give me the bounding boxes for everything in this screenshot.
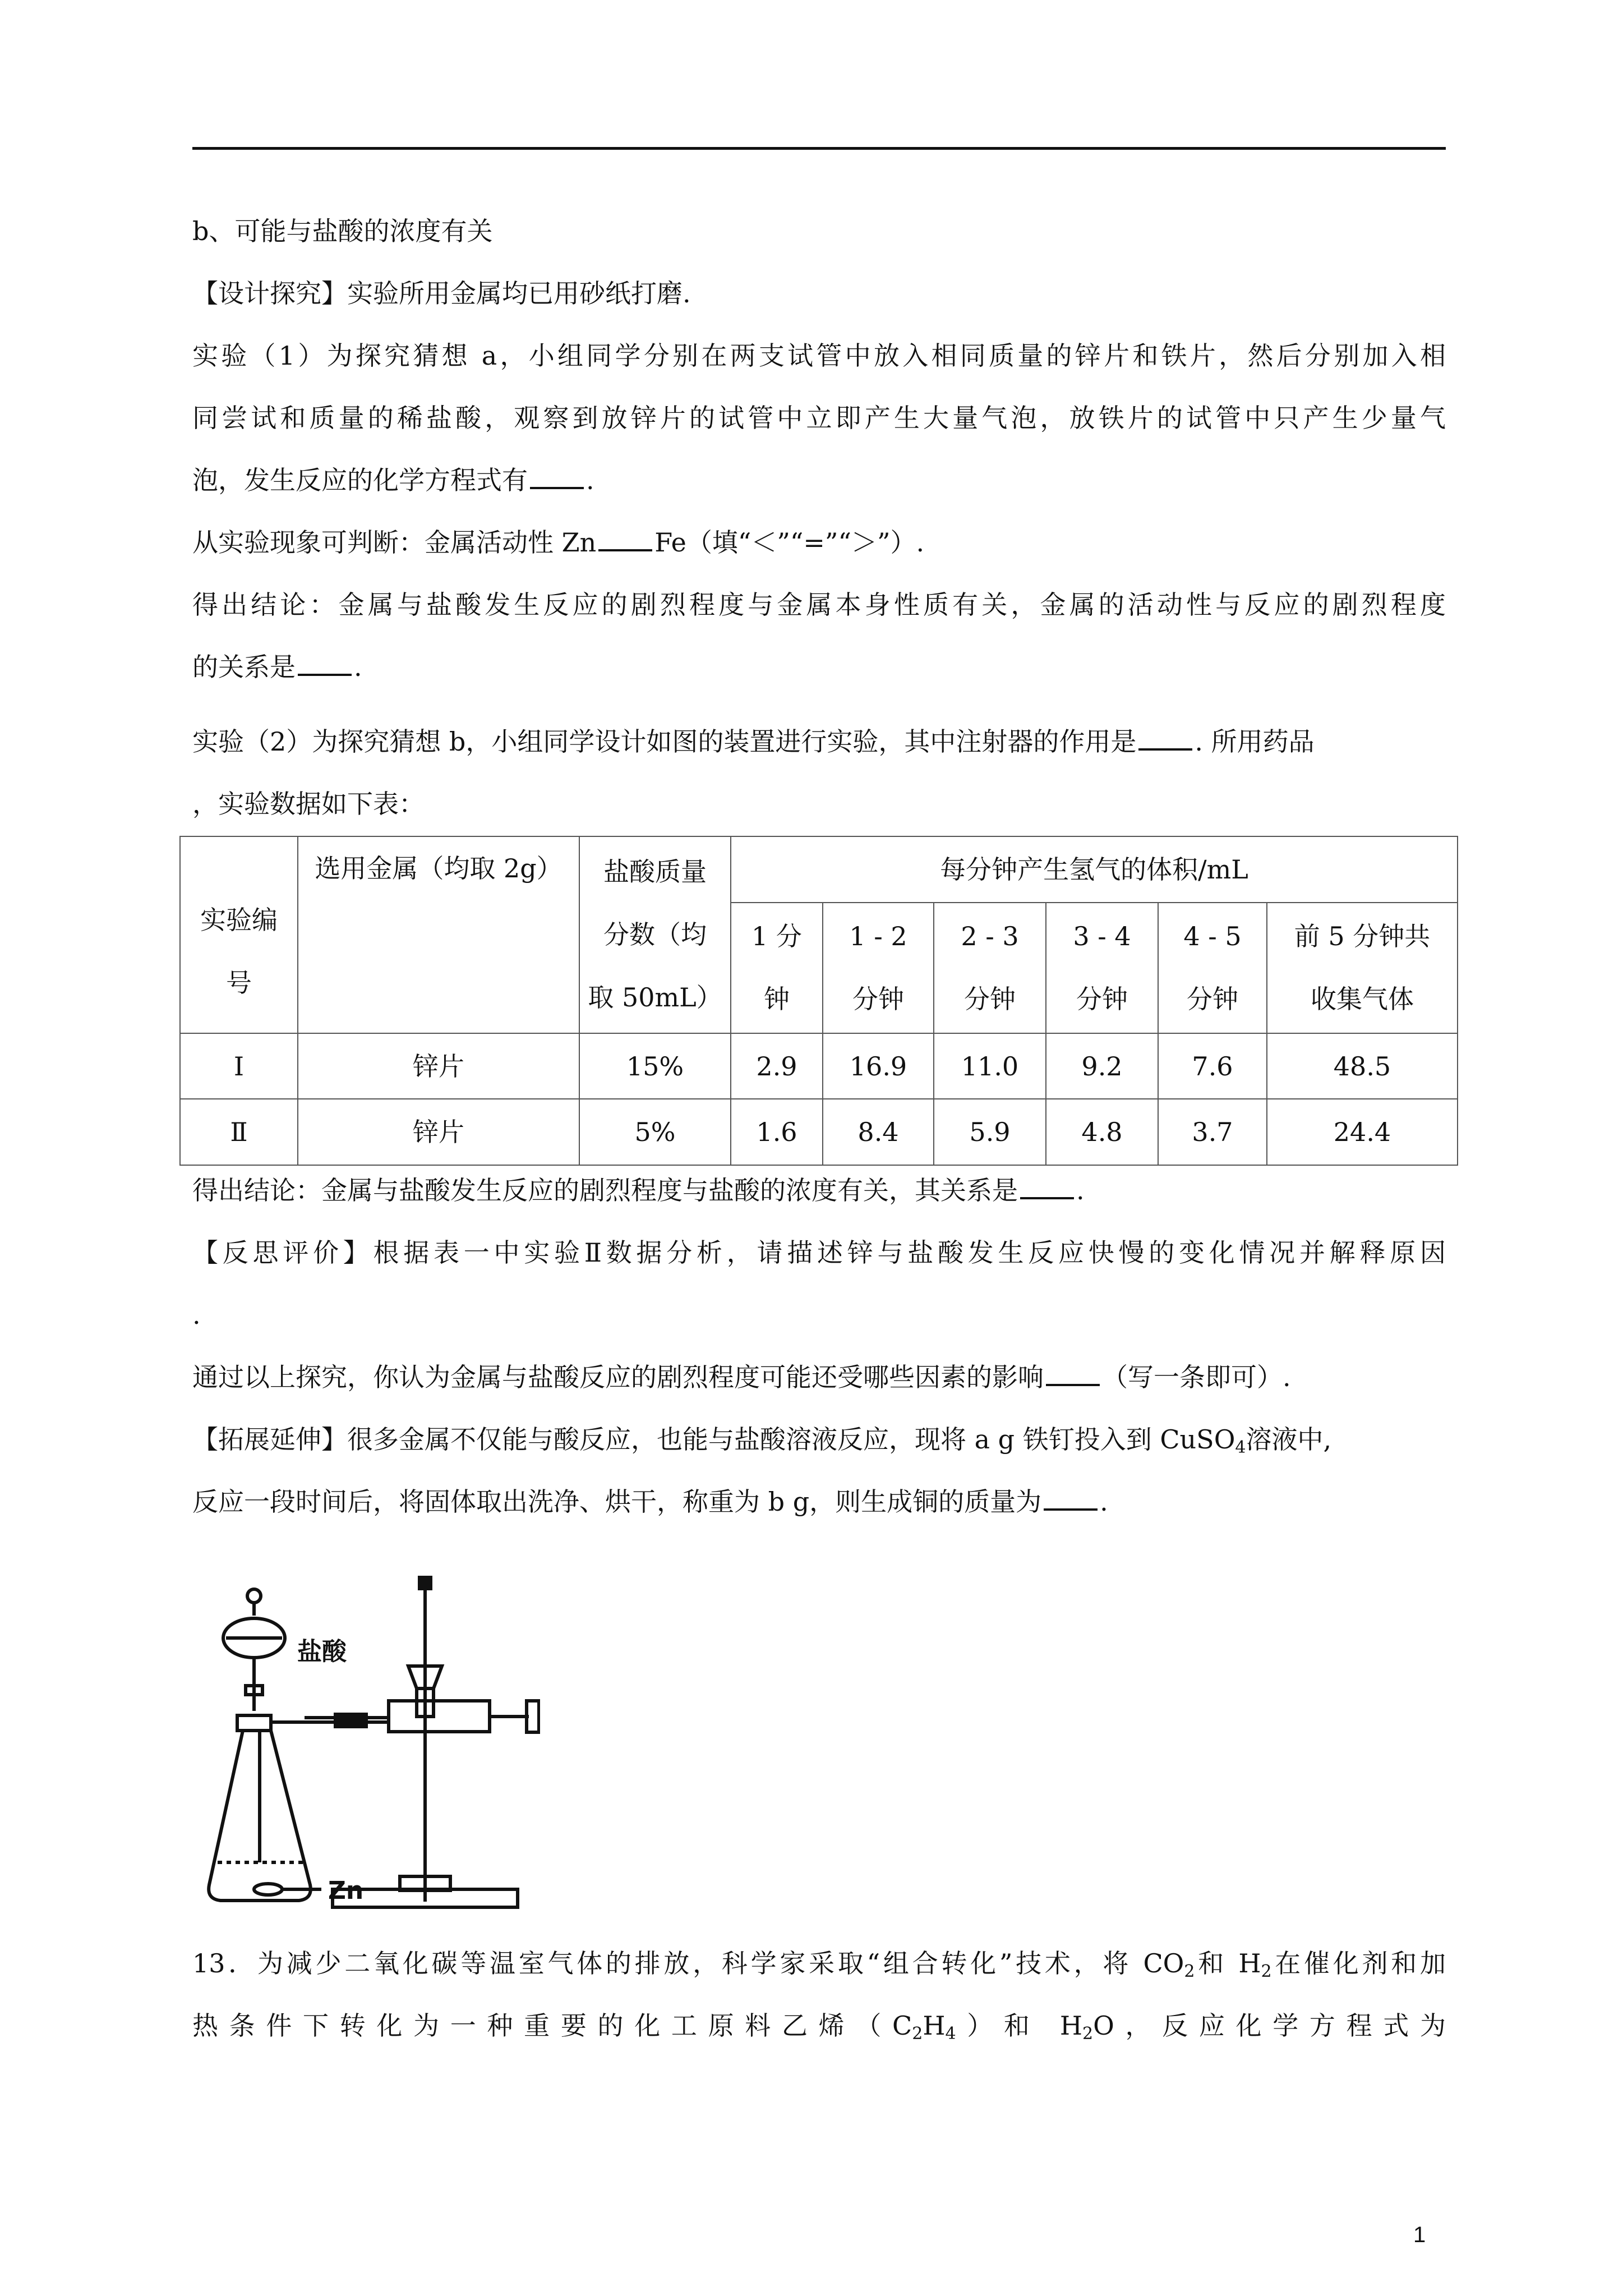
text-line: 得出结论：金属与盐酸发生反应的剧烈程度与金属本身性质有关，金属的活动性与反应的剧烈程度 bbox=[192, 590, 1446, 620]
table-row bbox=[180, 1033, 1458, 1099]
page-number: 1 bbox=[1413, 2223, 1426, 2247]
text-line: 得出结论：金属与盐酸发生反应的剧烈程度与盐酸的浓度有关，其关系是 . bbox=[192, 1175, 1085, 1205]
minute-header: 2 - 3 分钟 bbox=[934, 903, 1046, 1033]
text-line: 【设计探究】实验所用金属均已用砂纸打磨. bbox=[192, 278, 691, 309]
table-cell: 5% bbox=[579, 1099, 731, 1165]
header-cell: 实验编 号 bbox=[180, 836, 298, 1033]
minute-header: 1 - 2 分钟 bbox=[823, 903, 934, 1033]
answer-blank[interactable] bbox=[298, 651, 352, 676]
header-cell: 盐酸质量 分数（均 取 50mL） bbox=[579, 836, 731, 1033]
table-cell: 1.6 bbox=[731, 1099, 823, 1165]
text-line: 热条件下转化为一种重要的化工原料乙烯$(C_2H_4)$和 $H_2O$，反应化学方程式为 bbox=[192, 2010, 1446, 2044]
header-cell: 每分钟产生氢气的体积/mL bbox=[731, 836, 1458, 903]
answer-blank[interactable] bbox=[1138, 726, 1192, 751]
text-line: 【拓展延伸】很多金属不仅能与酸反应，也能与盐酸溶液反应，现将 a g 铁钉投入到 CuSO$_4$溶液中, bbox=[192, 1424, 1332, 1457]
label-acid: 盐酸 bbox=[297, 1637, 347, 1666]
text-line: 实验（2）为探究猜想 b，小组同学设计如图的装置进行实验，其中注射器的作用是 . 所用药品 bbox=[192, 726, 1315, 757]
text-line: 【反思评价】根据表一中实验Ⅱ数据分析，请描述锌与盐酸发生反应快慢的变化情况并解释原因 bbox=[192, 1237, 1446, 1268]
header-cell: 选用金属（均取 2g） bbox=[298, 836, 579, 1033]
table-cell: Ⅱ bbox=[180, 1099, 298, 1165]
answer-blank[interactable] bbox=[1020, 1175, 1074, 1199]
table-cell: 48.5 bbox=[1267, 1033, 1458, 1099]
text-line: ，实验数据如下表： bbox=[192, 789, 425, 819]
text-line: 通过以上探究，你认为金属与盐酸反应的剧烈程度可能还受哪些因素的影响 （写一条即可）. bbox=[192, 1362, 1291, 1392]
experiment-table bbox=[179, 836, 1458, 1166]
table-cell: 16.9 bbox=[823, 1033, 934, 1099]
table-cell: 9.2 bbox=[1046, 1033, 1158, 1099]
table-cell: 4.8 bbox=[1046, 1099, 1158, 1165]
minute-header: 4 - 5 分钟 bbox=[1158, 903, 1267, 1033]
table-cell: 2.9 bbox=[731, 1033, 823, 1099]
text-line: 的关系是 . bbox=[192, 652, 362, 682]
table-cell: 24.4 bbox=[1267, 1099, 1458, 1165]
table-cell: 5.9 bbox=[934, 1099, 1046, 1165]
table-cell: 15% bbox=[579, 1033, 731, 1099]
text-line: 同尝试和质量的稀盐酸，观察到放锌片的试管中立即产生大量气泡，放铁片的试管中只产生少量气 bbox=[192, 403, 1446, 433]
text-line: . bbox=[192, 1300, 201, 1330]
minute-header: 前 5 分钟共 收集气体 bbox=[1267, 903, 1458, 1033]
header-rule bbox=[192, 147, 1446, 150]
text-line: b、可能与盐酸的浓度有关 bbox=[192, 216, 493, 246]
text-line: 泡，发生反应的化学方程式有 . bbox=[192, 465, 594, 495]
label-zn: Zn bbox=[328, 1876, 364, 1905]
table-cell: Ⅰ bbox=[180, 1033, 298, 1099]
table-cell: 8.4 bbox=[823, 1099, 934, 1165]
answer-blank[interactable] bbox=[598, 527, 652, 551]
table-cell: 3.7 bbox=[1158, 1099, 1267, 1165]
answer-blank[interactable] bbox=[1046, 1361, 1100, 1386]
text-line: 从实验现象可判断：金属活动性 Zn Fe（填“＜”“=”“＞”）. bbox=[192, 527, 925, 558]
answer-blank[interactable] bbox=[530, 464, 584, 489]
minute-header: 3 - 4 分钟 bbox=[1046, 903, 1158, 1033]
table-cell: 锌片 bbox=[298, 1099, 579, 1165]
table-cell: 11.0 bbox=[934, 1033, 1046, 1099]
table-row bbox=[180, 1099, 1458, 1165]
apparatus-figure bbox=[192, 1571, 540, 1930]
minute-header: 1 分 钟 bbox=[731, 903, 823, 1033]
table-cell: 7.6 bbox=[1158, 1033, 1267, 1099]
text-line: 13．为减少二氧化碳等温室气体的排放，科学家采取“组合转化”技术，将 $CO_2$和 $H_2$在催化剂和加 bbox=[192, 1948, 1446, 1981]
text-line: 反应一段时间后，将固体取出洗净、烘干，称重为 b g，则生成铜的质量为 . bbox=[192, 1487, 1108, 1517]
answer-blank[interactable] bbox=[1044, 1486, 1098, 1511]
table-cell: 锌片 bbox=[298, 1033, 579, 1099]
text-line: 实验（1）为探究猜想 a，小组同学分别在两支试管中放入相同质量的锌片和铁片，然后分别加入相 bbox=[192, 341, 1446, 371]
